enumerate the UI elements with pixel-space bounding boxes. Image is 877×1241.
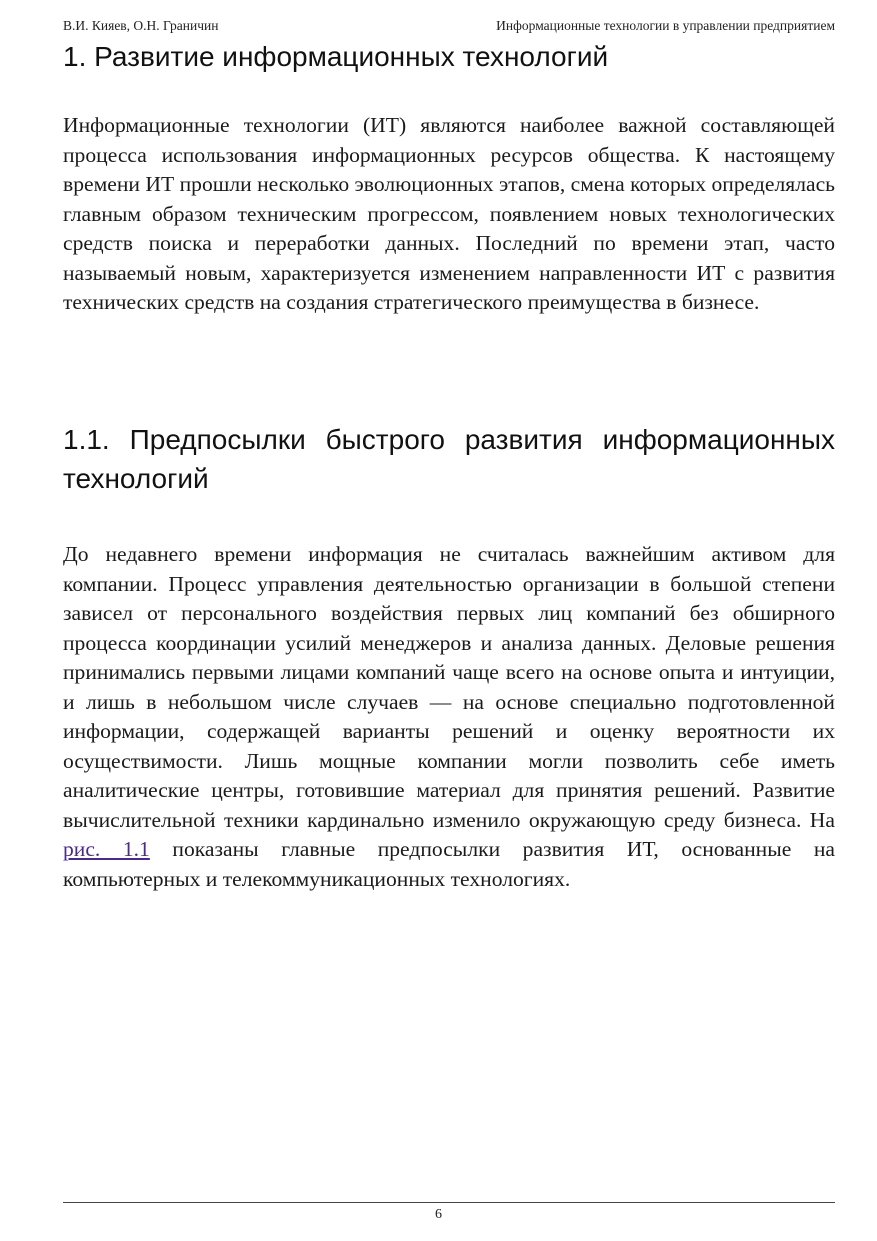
- section-1-1-heading: 1.1. Предпосылки быстрого развития информационных технологий: [63, 424, 835, 494]
- figure-1-1-link[interactable]: рис. 1.1: [63, 837, 150, 861]
- header-book-title: Информационные технологии в управлении предприятием: [496, 18, 835, 33]
- footer-divider: [63, 1202, 835, 1203]
- running-header: [63, 17, 835, 35]
- section-1-1-paragraph: [63, 540, 835, 894]
- section-1-heading: 1. Развитие информационных технологий: [63, 41, 609, 72]
- header-authors: В.И. Кияев, О.Н. Граничин: [63, 18, 219, 33]
- section-1-paragraph: Информационные технологии (ИТ) являются наиболее важной составляющей процесса использования информационных ресурсов общества. К настоящему времени ИТ прошли несколько эволюционных этапов, смена которых определялась главным образом техническим прогрессом, появлением новых технологических средств поиска и переработки данных. Последний по времени этап, часто называемый новым, характеризуется изменением направленности ИТ с развития технических средств на создания стратегического преимущества в бизнесе.: [63, 113, 835, 314]
- page-number: 6: [435, 1207, 442, 1222]
- paragraph-text-after-link: показаны главные предпосылки развития ИТ, основанные на компьютерных и телекоммуникационных технологиях.: [63, 837, 835, 891]
- paragraph-text-before-link: До недавнего времени информация не считалась важнейшим активом для компании. Процесс управления деятельностью организации в большой степени зависел от персонального воздействия первых лиц компаний без обширного процесса координации усилий менеджеров и анализа данных. Деловые решения принимались первыми лицами компаний чаще всего на основе опыта и интуиции, и лишь в небольшом числе случаев — на основе специально подготовленной информации, содержащей варианты решений и оценку вероятности их осуществимости. Лишь мощные компании могли позволить себе иметь аналитические центры, готовившие материал для принятия решений. Развитие вычислительной техники кардинально изменило окружающую среду бизнеса. На: [63, 542, 835, 832]
